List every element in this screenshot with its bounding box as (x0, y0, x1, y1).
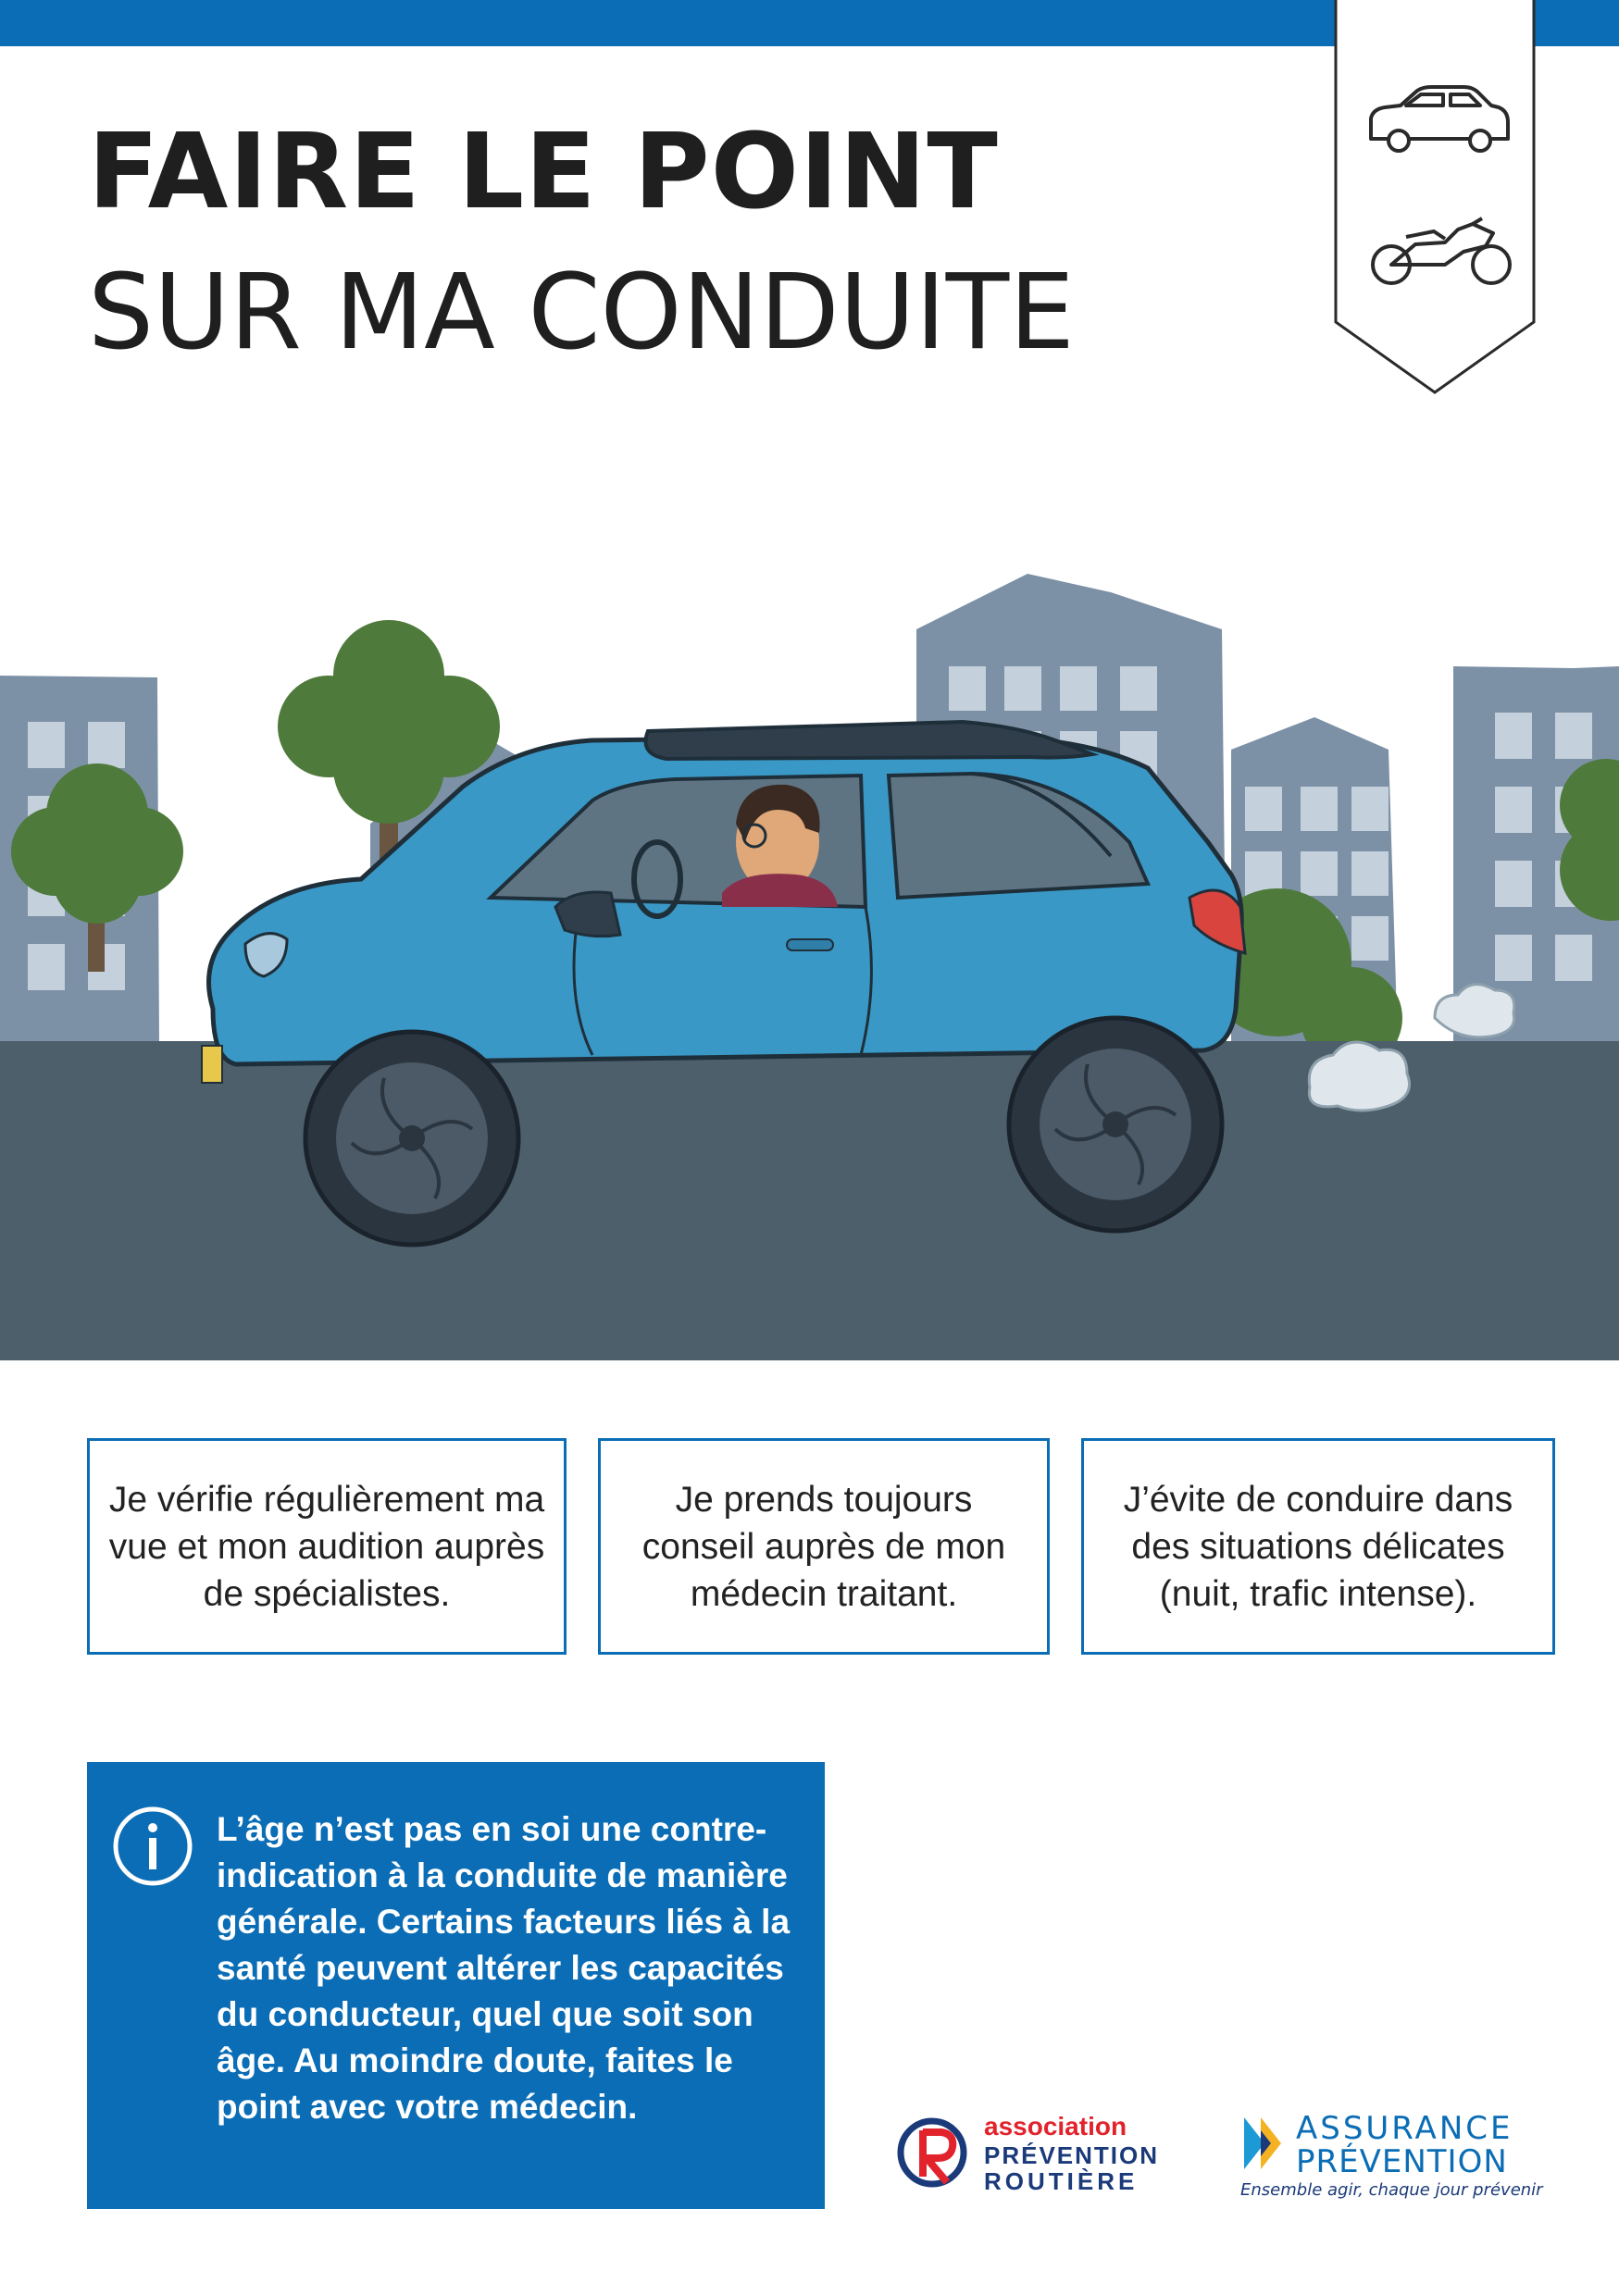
rear-wheel (1009, 1018, 1222, 1231)
tip-text: J’évite de conduire dans des situations délicates (nuit, trafic intense). (1123, 1479, 1513, 1614)
apr-line3: ROUTIÈRE (984, 2167, 1139, 2195)
car-illustration (0, 574, 1619, 1360)
tip-box (598, 1438, 1050, 1655)
apr-line2: PRÉVENTION (984, 2141, 1160, 2169)
ap-tagline: Ensemble agir, chaque jour prévenir (1240, 2180, 1543, 2200)
info-box (87, 1762, 825, 2209)
ap-line1: ASSURANCE (1296, 2110, 1513, 2147)
association-prevention-routiere-logo (893, 2110, 1208, 2198)
tip-box (1081, 1438, 1555, 1655)
tip-text: Je prends toujours conseil auprès de mon médecin traitant. (641, 1479, 1006, 1614)
assurance-prevention-logo (1240, 2108, 1546, 2201)
apr-line1: association (984, 2112, 1127, 2141)
tip-box (87, 1438, 567, 1655)
page-subtitle: SUR MA CONDUITE (88, 253, 1075, 373)
ap-line2: PRÉVENTION (1296, 2143, 1508, 2180)
tip-text: Je vérifie régulièrement ma vue et mon audition auprès de spécialistes. (108, 1479, 545, 1614)
ap-emblem-icon (1240, 2112, 1292, 2177)
front-wheel (305, 1032, 518, 1245)
apr-emblem-icon (893, 2110, 977, 2193)
vehicle-ribbon (1334, 0, 1536, 396)
page-title: FAIRE LE POINT (88, 112, 999, 232)
info-icon (111, 1805, 194, 1888)
info-text: L’âge n’est pas en soi une contre-indication à la conduite de manière générale. Certains facteurs liés à la santé peuvent altérer les capacités du conducteur, quel que soit son âge. Au moindre doute, faites le point avec votre médecin. (217, 1810, 791, 2126)
